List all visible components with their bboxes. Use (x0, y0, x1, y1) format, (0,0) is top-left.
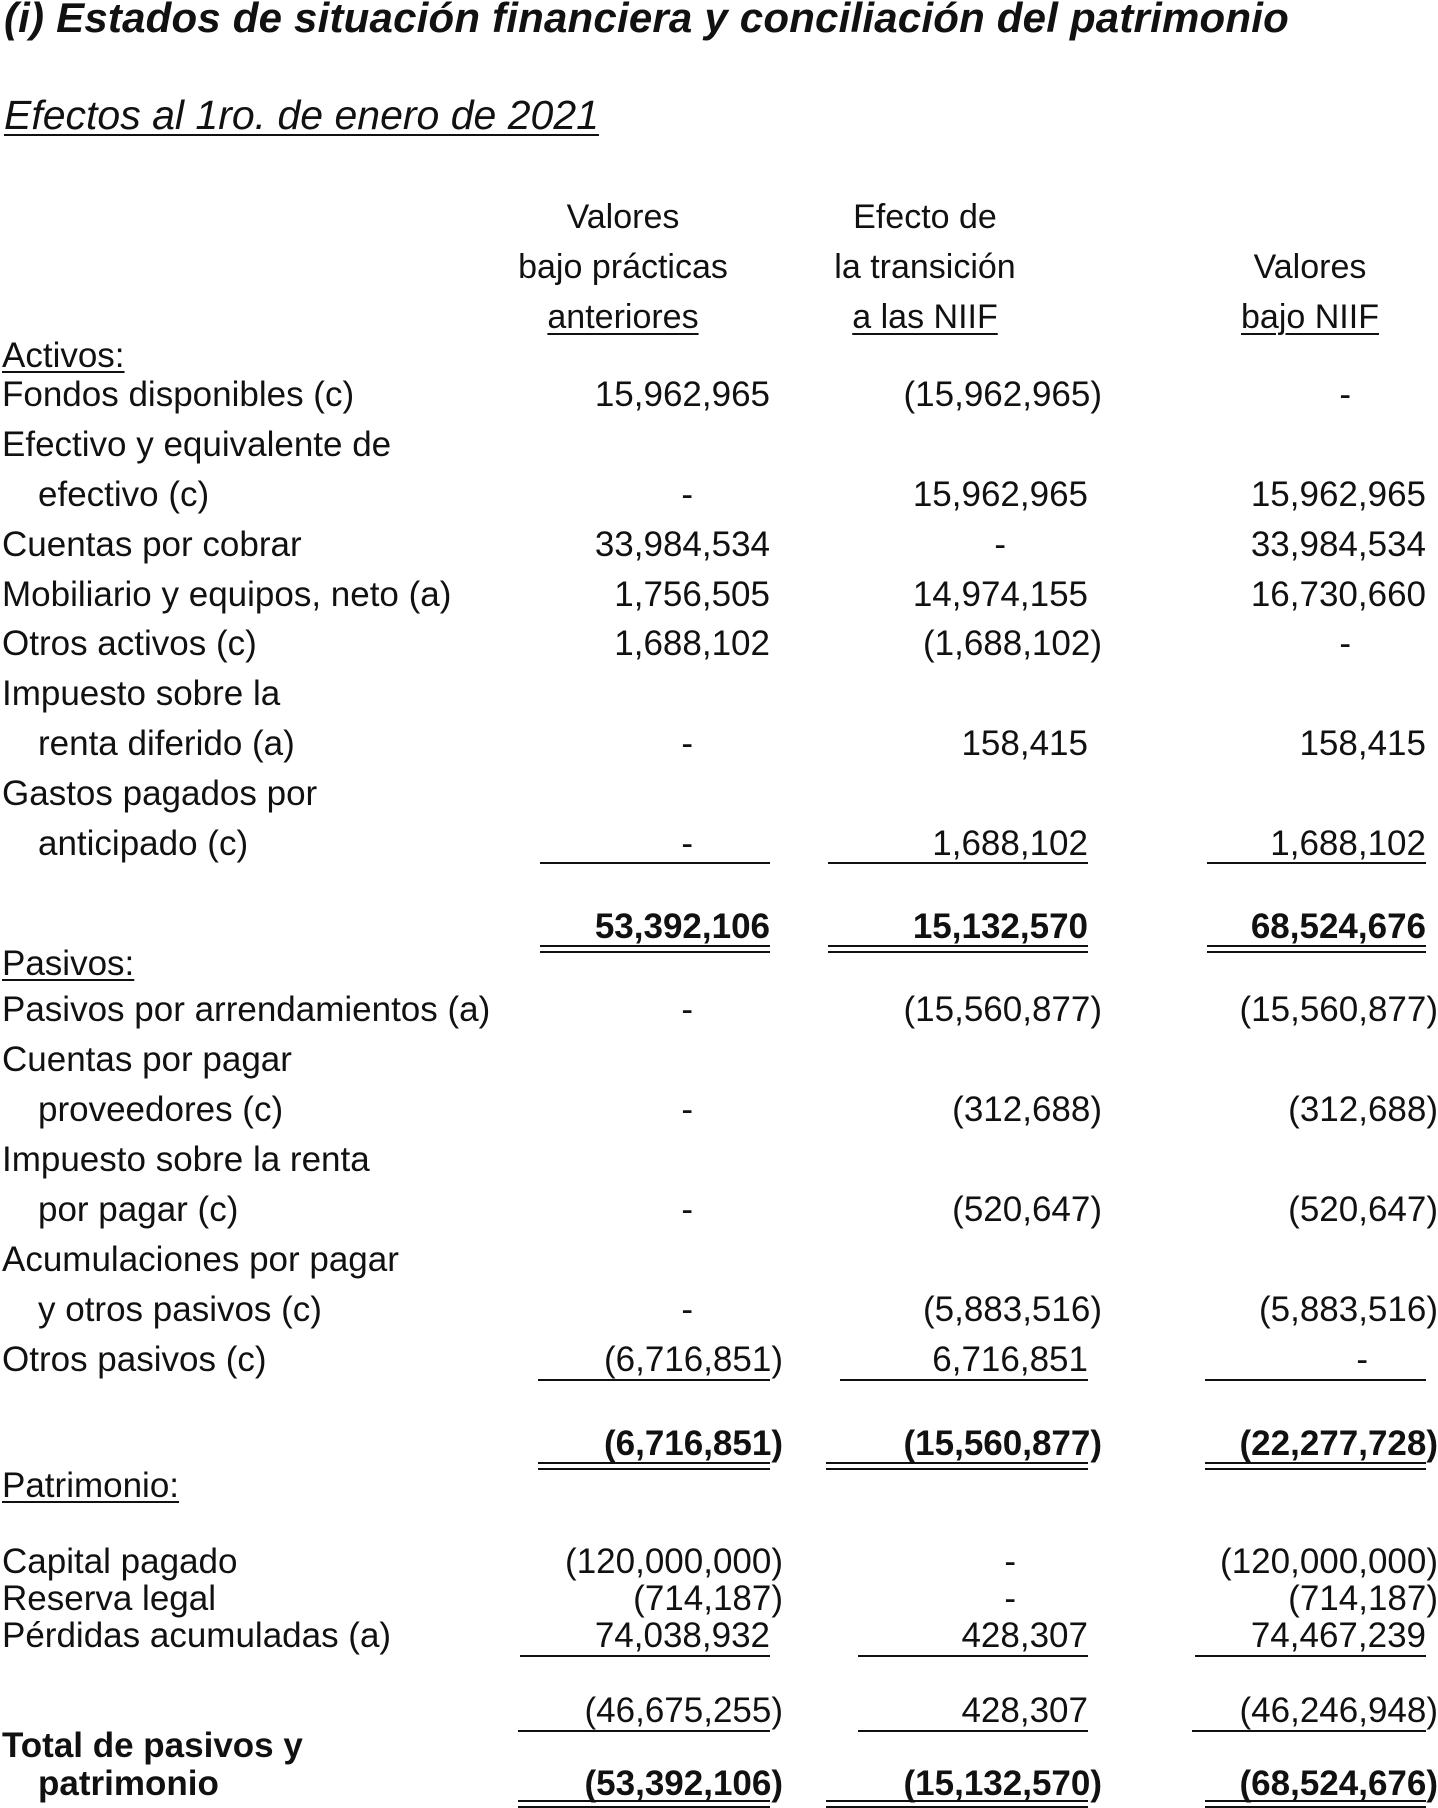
row-label: Impuesto sobre la renta (2, 1140, 370, 1179)
cell-col3: 15,962,965 (1250, 475, 1426, 514)
col2-header-line2: la transición (834, 248, 1016, 286)
activos-total-col1: 53,392,106 (594, 907, 770, 946)
subtotal-rule (518, 1730, 770, 1732)
cell-col1: (6,716,851) (603, 1340, 783, 1379)
row-label-cont: renta diferido (a) (38, 724, 295, 763)
cell-col1: 1,756,505 (614, 575, 770, 614)
row-label: Cuentas por pagar (2, 1040, 292, 1079)
total-double-rule (826, 1462, 1088, 1470)
cell-col3: (15,560,877) (1239, 990, 1438, 1029)
document-subtitle: Efectos al 1ro. de enero de 2021 (4, 92, 599, 138)
row-label: Otros pasivos (c) (2, 1340, 267, 1379)
pasivos-total-col1: (6,716,851) (603, 1424, 783, 1463)
cell-col1: 15,962,965 (594, 375, 770, 414)
cell-col3: (5,883,516) (1258, 1290, 1438, 1329)
cell-col2: (520,647) (952, 1190, 1102, 1229)
section-activos: Activos: (2, 336, 125, 375)
row-label: Reserva legal (2, 1579, 216, 1618)
subtotal-rule (540, 862, 770, 864)
cell-col2: - (1004, 1579, 1016, 1618)
total-double-rule (828, 945, 1088, 953)
section-patrimonio: Patrimonio: (2, 1466, 180, 1505)
col3-header-line2: bajo NIIF (1241, 298, 1379, 336)
col1-header-line3: anteriores (547, 298, 699, 336)
cell-col1: - (681, 1090, 693, 1129)
document-title: (i) Estados de situación financiera y conciliación del patrimonio (4, 0, 1289, 41)
grand-total-label-cont: patrimonio (38, 1764, 219, 1803)
subtotal-rule (858, 1730, 1088, 1732)
row-label: Mobiliario y equipos, neto (a) (2, 575, 452, 614)
cell-col1: - (681, 824, 693, 863)
grand-total-col3: (68,524,676) (1239, 1764, 1438, 1803)
row-label: Fondos disponibles (c) (2, 375, 355, 414)
row-label: Gastos pagados por (2, 774, 318, 813)
patrimonio-total-col1: (46,675,255) (584, 1691, 783, 1730)
row-label-cont: proveedores (c) (38, 1090, 284, 1129)
row-label: Efectivo y equivalente de (2, 425, 392, 464)
cell-col3: 158,415 (1299, 724, 1426, 763)
total-double-rule (1207, 945, 1426, 953)
subtotal-rule (828, 862, 1088, 864)
row-label-cont: por pagar (c) (38, 1190, 239, 1229)
total-double-rule (1205, 1462, 1426, 1470)
cell-col1: - (681, 475, 693, 514)
row-label: Acumulaciones por pagar (2, 1240, 399, 1279)
cell-col2: (5,883,516) (922, 1290, 1102, 1329)
col2-header-line3: a las NIIF (852, 298, 998, 336)
cell-col3: (120,000,000) (1220, 1542, 1438, 1581)
row-label: Pérdidas acumuladas (a) (2, 1616, 392, 1655)
row-label: Otros activos (c) (2, 624, 257, 663)
cell-col1: 1,688,102 (614, 624, 770, 663)
activos-total-col3: 68,524,676 (1250, 907, 1426, 946)
row-label-cont: y otros pasivos (c) (38, 1290, 322, 1329)
cell-col1: (120,000,000) (565, 1542, 783, 1581)
cell-col3: (714,187) (1288, 1579, 1438, 1618)
row-label: Pasivos por arrendamientos (a) (2, 990, 491, 1029)
grand-total-col2: (15,132,570) (903, 1764, 1102, 1803)
cell-col3: (520,647) (1288, 1190, 1438, 1229)
cell-col2: 1,688,102 (932, 824, 1088, 863)
cell-col3: 33,984,534 (1250, 525, 1426, 564)
subtotal-rule (1207, 862, 1426, 864)
patrimonio-total-col2: 428,307 (961, 1691, 1088, 1730)
col3-header-line1: Valores (1253, 248, 1367, 286)
pasivos-total-col3: (22,277,728) (1239, 1424, 1438, 1463)
cell-col2: (15,962,965) (903, 375, 1102, 414)
cell-col3: - (1356, 1340, 1368, 1379)
cell-col1: (714,187) (633, 1579, 783, 1618)
row-label: Capital pagado (2, 1542, 238, 1581)
cell-col2: (312,688) (952, 1090, 1102, 1129)
row-label: Cuentas por cobrar (2, 525, 302, 564)
cell-col2: - (1004, 1542, 1016, 1581)
cell-col1: - (681, 990, 693, 1029)
cell-col3: 74,467,239 (1250, 1616, 1426, 1655)
grand-total-label: Total de pasivos y (2, 1726, 303, 1765)
cell-col2: (1,688,102) (922, 624, 1102, 663)
cell-col1: 33,984,534 (594, 525, 770, 564)
pasivos-total-col2: (15,560,877) (903, 1424, 1102, 1463)
cell-col2: 158,415 (961, 724, 1088, 763)
cell-col2: 15,962,965 (912, 475, 1088, 514)
col1-header-line1: Valores (566, 198, 680, 236)
subtotal-rule (538, 1379, 770, 1381)
row-label-cont: efectivo (c) (38, 475, 210, 514)
section-pasivos: Pasivos: (2, 944, 135, 983)
subtotal-rule (858, 1655, 1088, 1657)
cell-col3: - (1339, 624, 1351, 663)
subtotal-rule (840, 1379, 1088, 1381)
cell-col2: 6,716,851 (932, 1340, 1088, 1379)
cell-col2: - (994, 525, 1006, 564)
col1-header-line2: bajo prácticas (518, 248, 728, 286)
cell-col1: 74,038,932 (594, 1616, 770, 1655)
total-double-rule (538, 1462, 770, 1470)
cell-col3: - (1339, 375, 1351, 414)
cell-col1: - (681, 1190, 693, 1229)
row-label: Impuesto sobre la (2, 674, 281, 713)
cell-col2: 428,307 (961, 1616, 1088, 1655)
activos-total-col2: 15,132,570 (912, 907, 1088, 946)
cell-col3: 1,688,102 (1270, 824, 1426, 863)
cell-col2: 14,974,155 (912, 575, 1088, 614)
cell-col2: (15,560,877) (903, 990, 1102, 1029)
cell-col3: (312,688) (1288, 1090, 1438, 1129)
total-double-rule (540, 945, 770, 953)
subtotal-rule (1195, 1655, 1426, 1657)
grand-total-col1: (53,392,106) (584, 1764, 783, 1803)
subtotal-rule (520, 1655, 770, 1657)
patrimonio-total-col3: (46,246,948) (1239, 1691, 1438, 1730)
cell-col1: - (681, 724, 693, 763)
row-label-cont: anticipado (c) (38, 824, 249, 863)
subtotal-rule (1192, 1730, 1426, 1732)
cell-col3: 16,730,660 (1250, 575, 1426, 614)
subtotal-rule (1205, 1379, 1426, 1381)
cell-col1: - (681, 1290, 693, 1329)
col2-header-line1: Efecto de (853, 198, 997, 236)
